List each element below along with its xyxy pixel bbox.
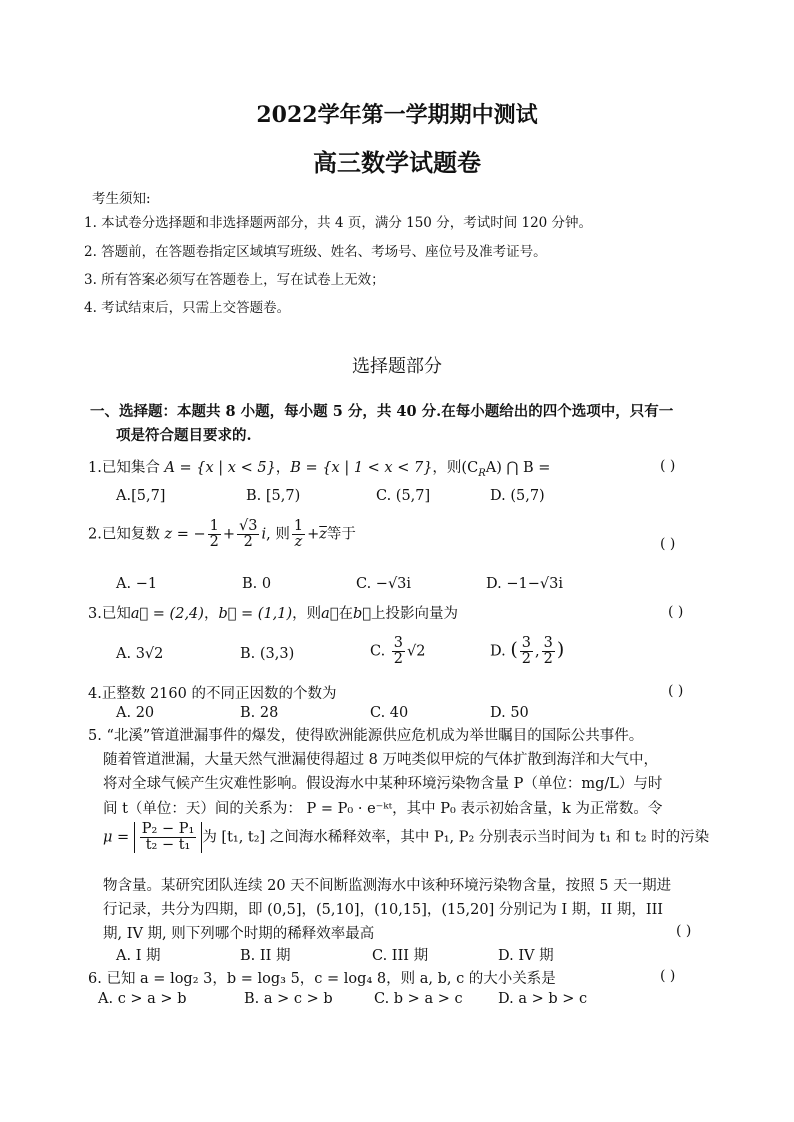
notice-item-4: 4. 考试结束后，只需上交答题卷。 <box>84 300 291 316</box>
q3-option-b: B. (3,3) <box>240 646 295 662</box>
q2-option-c: C. −√3i <box>356 576 412 592</box>
q1-option-d: D. (5,7) <box>490 488 545 504</box>
question-5-line7: 行记录，共分为四期，即 (0,5]，(5,10]，(10,15]，(15,20] 分别记为 I 期，II 期，III <box>103 902 664 918</box>
question-4-stem: 4.正整数 2160 的不同正因数的个数为 <box>88 686 337 702</box>
notice-heading: 考生须知: <box>92 191 151 207</box>
answer-blank-3[interactable]: ( ) <box>668 604 684 620</box>
question-5-efficiency-formula: μ = $\frac{\text{P₂ − P₁}}{\text{t₂ − t₁}}$ 为 [t₁, t₂] 之间海水稀释效率，其中 P₁, P₂ 分别表示当时间为 t₁ 和 t₂ 时的污染 <box>103 821 710 854</box>
q5-option-d: D. IV 期 <box>498 948 554 964</box>
answer-blank-2[interactable]: ( ) <box>660 536 676 552</box>
exam-title: 2022学年第一学期期中测试 <box>256 102 538 128</box>
exam-subtitle: 高三数学试题卷 <box>313 148 481 177</box>
notice-item-3: 3. 所有答案必须写在答题卷上，写在试卷上无效； <box>84 272 385 288</box>
q4-option-b: B. 28 <box>240 705 279 721</box>
question-5-line3: 将对全球气候产生灾难性影响。假设海水中某种环境污染物含量 P（单位：mg/L）与时 <box>103 776 663 792</box>
question-5-line1: 5. “北溪”管道泄漏事件的爆发，使得欧洲能源供应危机成为举世瞩目的国际公共事件。 <box>88 728 644 744</box>
notice-item-1: 1. 本试卷分选择题和非选择题两部分，共 4 页，满分 150 分，考试时间 120 分钟。 <box>84 215 593 231</box>
q5-option-a: A. I 期 <box>116 948 161 964</box>
section-title: 选择题部分 <box>352 356 442 377</box>
question-5-line4: 间 t（单位：天）间的关系为： P = P₀ · e⁻ᵏᵗ，其中 P₀ 表示初始含量，k 为正常数。令 <box>103 801 663 817</box>
q2-option-d: D. −1−√3i <box>486 576 563 592</box>
q4-option-c: C. 40 <box>370 705 409 721</box>
q3-option-c: C. $\frac{3}{2}$ √2 <box>370 635 426 668</box>
question-2-stem: 2.已知复数 z = − $\frac{1}{2}$ + $\frac{√3}{2}$ i, 则 $\frac{1}{z}$ $+\overline{z}$等于 <box>88 518 356 551</box>
answer-blank-4[interactable]: ( ) <box>668 683 684 699</box>
answer-blank-5[interactable]: ( ) <box>676 923 692 939</box>
question-5-line2: 随着管道泄漏，大量天然气泄漏使得超过 8 万吨类似甲烷的气体扩散到海洋和大气中， <box>103 752 658 768</box>
q2-option-a: A. −1 <box>116 576 158 592</box>
question-5-line6: 物含量。某研究团队连续 20 天不间断监测海水中该种环境污染物含量，按照 5 天一期进 <box>103 878 672 894</box>
notice-item-2: 2. 答题前，在答题卷指定区域填写班级、姓名、考场号、座位号及准考证号。 <box>84 244 547 260</box>
q4-option-d: D. 50 <box>490 705 529 721</box>
section-instruction-line2: 项是符合题目要求的. <box>116 427 252 444</box>
q5-option-b: B. II 期 <box>240 948 291 964</box>
section-instruction-line1: 一、选择题：本题共 8 小题，每小题 5 分，共 40 分.在每小题给出的四个选项中，只有一 <box>90 403 674 420</box>
q5-option-c: C. III 期 <box>372 948 429 964</box>
question-3-stem: 3.已知a⃗ = (2,4)，b⃗ = (1,1)，则a⃗在b⃗上投影向量为 <box>88 606 459 622</box>
q1-option-c: C. (5,7] <box>376 488 431 504</box>
q6-option-c: C. b > a > c <box>374 991 463 1007</box>
question-1-stem: 1.已知集合 A = {x | x < 5}，B = {x | 1 < x < 7}，则$(C_RA)$ ⋂ B = <box>88 460 551 479</box>
q6-option-a: A. c > a > b <box>98 991 187 1007</box>
q4-option-a: A. 20 <box>116 705 155 721</box>
q6-option-b: B. a > c > b <box>244 991 333 1007</box>
answer-blank-1[interactable]: ( ) <box>660 458 676 474</box>
answer-blank-6[interactable]: ( ) <box>660 968 676 984</box>
q3-option-d: D. ( $\frac{3}{2}$ , $\frac{3}{2}$ ) <box>490 635 565 668</box>
question-5-line8: 期, IV 期, 则下列哪个时期的稀释效率最高 <box>103 926 375 942</box>
q3-option-a: A. 3√2 <box>116 646 164 662</box>
q2-option-b: B. 0 <box>242 576 272 592</box>
q1-option-b: B. [5,7) <box>246 488 301 504</box>
q6-option-d: D. a > b > c <box>498 991 588 1007</box>
question-6-stem: 6. 已知 a = log₂ 3，b = log₃ 5，c = log₄ 8，则 a, b, c 的大小关系是 <box>88 971 556 987</box>
q1-option-a: A.[5,7] <box>116 488 166 504</box>
